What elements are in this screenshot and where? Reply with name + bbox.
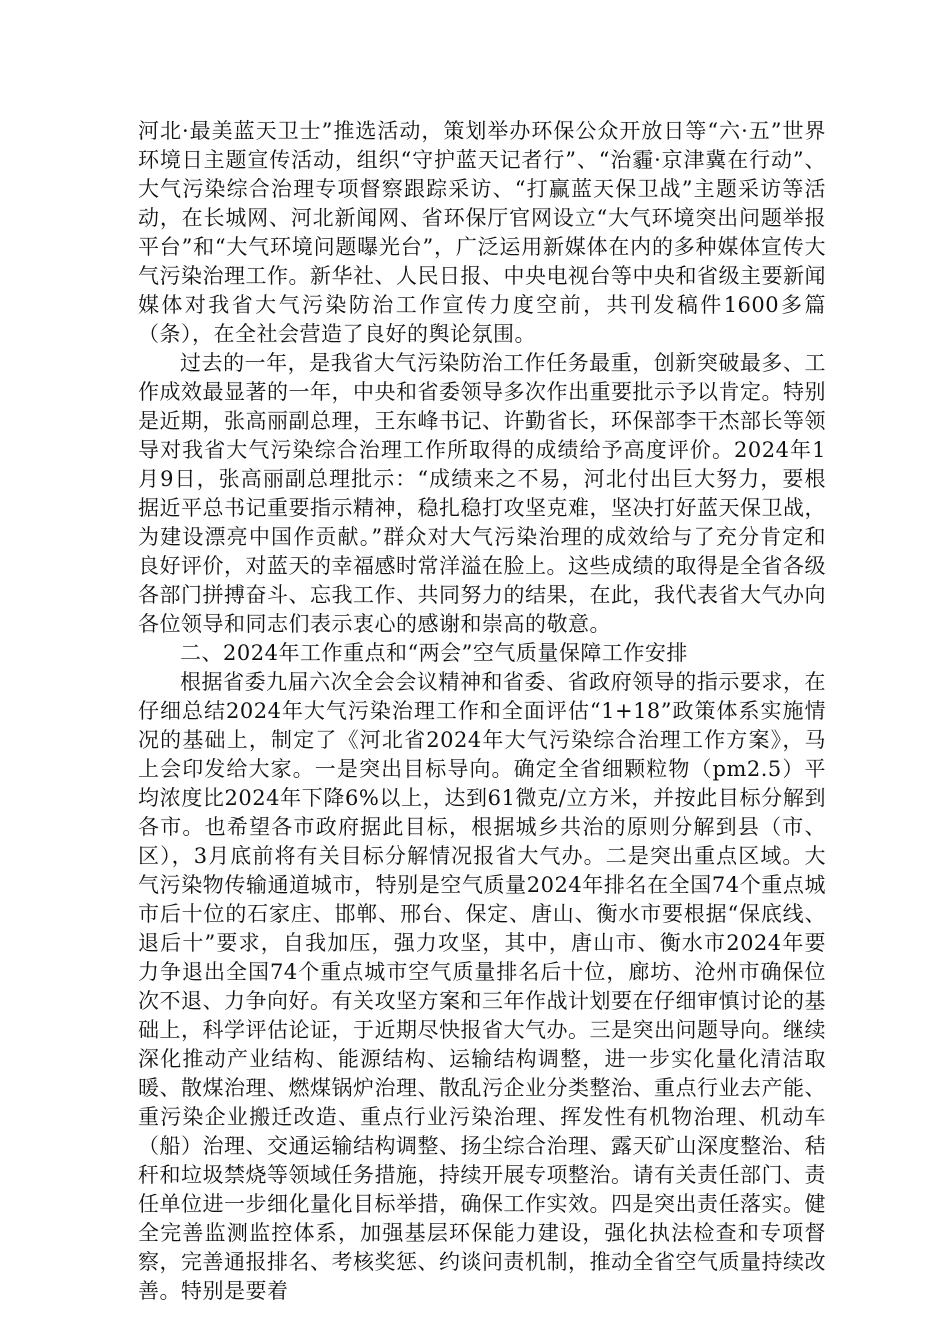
paragraph-summary: 过去的一年，是我省大气污染防治工作任务最重，创新突破最多、工作成效最显著的一年，中央和省委领导多次作出重要批示予以肯定。特别是近期，张高丽副总理，王东峰书记、许勤省长，环保部李干杰部长等领导对我省大气污染综合治理工作所取得的成绩给予高度评价。2024年1月9日，张高丽副总理批示：“成绩来之不易，河北付出巨大努力，要根据近平总书记重要指示精神，稳扎稳打攻坚克难，坚决打好蓝天保卫战，为建设漂亮中国作贡献。”群众对大气污染治理的成效给与了充分肯定和良好评价，对蓝天的幸福感时常洋溢在脸上。这些成绩的取得是全省各级各部门拼搏奋斗、忘我工作、共同努力的结果，在此，我代表省大气办向各位领导和同志们表示衷心的感谢和崇高的敬意。 (138, 351, 826, 636)
paragraph-continued: 河北·最美蓝天卫士”推选活动，策划举办环保公众开放日等“六·五”世界环境日主题宣传活动，组织“守护蓝天记者行”、“治霾·京津冀在行动”、大气污染综合治理专项督察跟踪采访、“打赢蓝天保卫战”主题采访等活动，在长城网、河北新闻网、省环保厅官网设立“大气环境突出问题举报平台”和“大气环境问题曝光台”，广泛运用新媒体在内的多种媒体宣传大气污染治理工作。新华社、人民日报、中央电视台等中央和省级主要新闻媒体对我省大气污染防治工作宣传力度空前，共刊发稿件1600多篇（条），在全社会营造了良好的舆论氛围。 (138, 119, 826, 346)
section-heading: 二、2024年工作重点和“两会”空气质量保障工作安排 (180, 641, 688, 665)
paragraph-work-plan: 根据省委九届六次全会会议精神和省委、省政府领导的指示要求，在仔细总结2024年大气污染治理工作和全面评估“1+18”政策体系实施情况的基础上，制定了《河北省2024年大气污染综合治理工作方案》，马上会印发给大家。一是突出目标导向。确定全省细颗粒物（pm2.5）平均浓度比2024年下降6%以上，达到61微克/立方米，并按此目标分解到各市。也希望各市政府据此目标，根据城乡共治的原则分解到县（市、区），3月底前将有关目标分解情况报省大气办。二是突出重点区域。大气污染物传输通道城市，特别是空气质量2024年排名在全国74个重点城市后十位的石家庄、邯郸、邢台、保定、唐山、衡水市要根据“保底线、退后十”要求，自我加压，强力攻坚，其中，唐山市、衡水市2024年要力争退出全国74个重点城市空气质量排名后十位，廊坊、沧州市确保位次不退、力争向好。有关攻坚方案和三年作战计划要在仔细审慎讨论的基础上，科学评估论证，于近期尽快报省大气办。三是突出问题导向。继续深化推动产业结构、能源结构、运输结构调整，进一步实化量化清洁取暖、散煤治理、燃煤锅炉治理、散乱污企业分类整治、重点行业去产能、重污染企业搬迁改造、重点行业污染治理、挥发性有机物治理、机动车（船）治理、交通运输结构调整、扬尘综合治理、露天矿山深度整治、秸秆和垃圾禁烧等领域任务措施，持续开展专项整治。请有关责任部门、责任单位进一步细化量化目标举措，确保工作实效。四是突出责任落实。健全完善监测监控体系，加强基层环保能力建设，强化执法检查和专项督察，完善通报排名、考核奖惩、约谈问责机制，推动全省空气质量持续改善。特别是要着 (138, 670, 826, 1303)
document-body (138, 117, 826, 1306)
